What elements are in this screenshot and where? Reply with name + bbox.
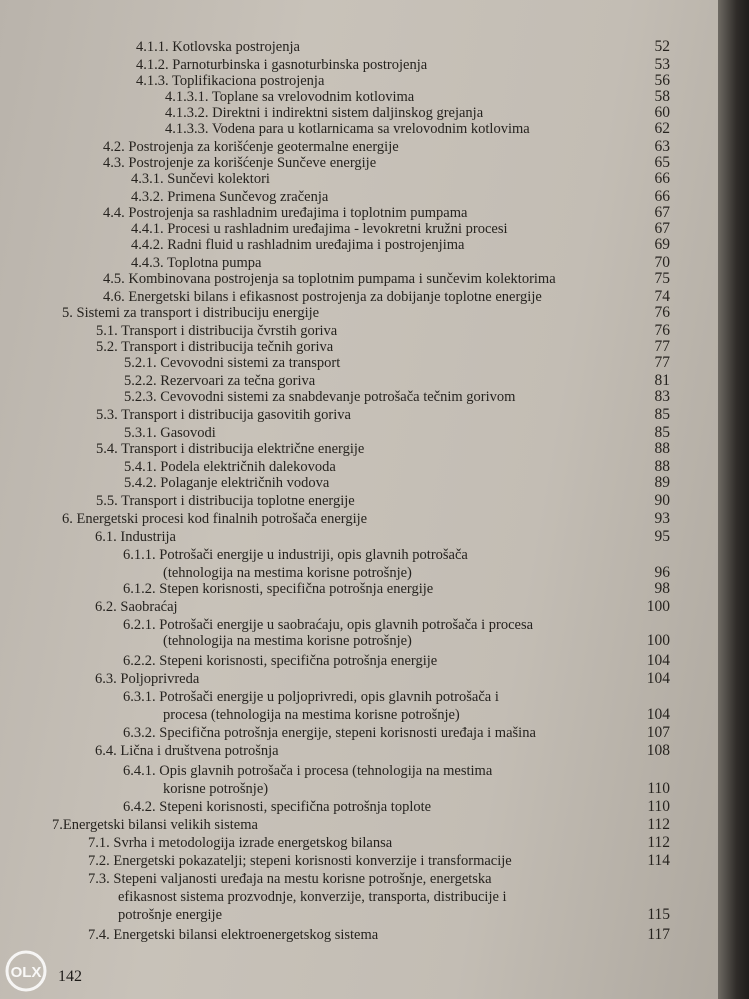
toc-entry-page: 69	[654, 236, 670, 253]
toc-entry-page: 90	[654, 492, 670, 509]
toc-entry-title: (tehnologija na mestima korisne potrošnje)	[163, 633, 412, 649]
toc-entry-page: 62	[654, 120, 670, 137]
toc-entry-page: 98	[654, 580, 670, 597]
toc-entry-page: 96	[654, 564, 670, 581]
toc-entry-page: 58	[654, 88, 670, 105]
toc-entry-title: 4.5. Kombinovana postrojenja sa toplotnim pumpama i sunčevim kolektorima	[103, 271, 556, 287]
toc-entry-title: 4.3.1. Sunčevi kolektori	[131, 171, 270, 187]
page-edge-shadow	[718, 0, 749, 999]
toc-entry-page: 76	[654, 322, 670, 339]
toc-entry	[0, 580, 700, 598]
toc-entry-title: 4.1.1. Kotlovska postrojenja	[136, 39, 300, 55]
toc-entry-title: 4.3.2. Primena Sunčevog zračenja	[131, 189, 329, 205]
toc-entry-page: 63	[654, 138, 670, 155]
toc-entry-page: 77	[654, 354, 670, 371]
toc-entry-page: 88	[654, 440, 670, 457]
toc-entry-page: 52	[654, 38, 670, 55]
toc-entry-title: 6.4. Lična i društvena potrošnja	[95, 743, 279, 759]
toc-entry-title: 7.Energetski bilansi velikih sistema	[52, 817, 258, 833]
toc-entry	[0, 546, 700, 564]
toc-entry	[0, 120, 700, 138]
toc-entry	[0, 870, 700, 888]
toc-entry	[0, 474, 700, 492]
toc-entry	[0, 780, 700, 798]
toc-entry	[0, 888, 700, 906]
toc-entry	[0, 834, 700, 852]
toc-entry-page: 100	[646, 598, 670, 615]
toc-entry	[0, 170, 700, 188]
toc-entry	[0, 354, 700, 372]
toc-entry-title: 7.3. Stepeni valjanosti uređaja na mestu korisne potrošnje, energetska	[88, 871, 492, 887]
toc-entry	[0, 304, 700, 322]
toc-entry-title: 5.3. Transport i distribucija gasovitih goriva	[96, 407, 351, 423]
toc-entry-page: 108	[646, 742, 670, 759]
toc-entry-title: (tehnologija na mestima korisne potrošnje)	[163, 565, 412, 581]
toc-entry-page: 53	[654, 56, 670, 73]
toc-entry-title: 4.4. Postrojenja sa rashladnim uređajima i toplotnim pumpama	[103, 205, 468, 221]
toc-entry-page: 85	[654, 406, 670, 423]
toc-entry-page: 110	[647, 780, 670, 797]
toc-entry-title: 5.3.1. Gasovodi	[124, 425, 216, 441]
toc-entry	[0, 852, 700, 870]
toc-entry-title: 4.6. Energetski bilans i efikasnost postrojenja za dobijanje toplotne energije	[103, 289, 542, 305]
toc-entry	[0, 236, 700, 254]
toc-entry-page: 100	[646, 632, 670, 649]
toc-entry-title: 5.4. Transport i distribucija električne energije	[96, 441, 365, 457]
toc-entry-title: 4.1.3. Toplifikaciona postrojenja	[136, 73, 325, 89]
toc-entry-title: 4.1.3.1. Toplane sa vrelovodnim kotlovima	[165, 89, 415, 105]
toc-entry	[0, 652, 700, 670]
toc-entry-page: 66	[654, 188, 670, 205]
toc-entry-title: 7.2. Energetski pokazatelji; stepeni korisnosti konverzije i transformacije	[88, 853, 512, 869]
toc-entry-page: 112	[647, 834, 670, 851]
toc-entry-page: 56	[654, 72, 670, 89]
toc-entry-title: 4.1.3.2. Direktni i indirektni sistem daljinskog grejanja	[165, 105, 484, 121]
toc-entry-page: 74	[654, 288, 670, 305]
toc-entry-title: korisne potrošnje)	[163, 781, 269, 797]
toc-entry-title: 4.4.2. Radni fluid u rashladnim uređajima i postrojenjima	[131, 237, 465, 253]
toc-entry	[0, 762, 700, 780]
page-number: 142	[58, 968, 82, 985]
toc-entry-title: 6.1.1. Potrošači energije u industriji, opis glavnih potrošača	[123, 547, 468, 563]
toc-entry-title: 6.4.2. Stepeni korisnosti, specifična potrošnja toplote	[123, 799, 432, 815]
toc-entry	[0, 742, 700, 760]
toc-entry-page: 114	[647, 852, 670, 869]
toc-entry-title: 4.4.3. Toplotna pumpa	[131, 255, 262, 271]
toc-entry-page: 67	[654, 204, 670, 221]
toc-entry	[0, 38, 700, 56]
toc-entry-title: 6.3.1. Potrošači energije u poljoprivredi, opis glavnih potrošača i	[123, 689, 499, 705]
toc-entry-title: 4.1.2. Parnoturbinska i gasnoturbinska postrojenja	[136, 57, 428, 73]
toc-entry-title: procesa (tehnologija na mestima korisne potrošnje)	[163, 707, 460, 723]
toc-entry	[0, 632, 700, 650]
toc-entry	[0, 798, 700, 816]
toc-entry-title: 6.2.1. Potrošači energije u saobraćaju, opis glavnih potrošača i procesa	[123, 617, 534, 633]
toc-entry-title: 4.3. Postrojenje za korišćenje Sunčeve energije	[103, 155, 377, 171]
toc-entry-page: 104	[646, 706, 670, 723]
svg-text:OLX: OLX	[10, 964, 42, 981]
toc-entry	[0, 926, 700, 944]
toc-entry-page: 65	[654, 154, 670, 171]
toc-entry-title: 4.4.1. Procesi u rashladnim uređajima - levokretni kružni procesi	[131, 221, 508, 237]
toc-entry-title: 6. Energetski procesi kod finalnih potrošača energije	[62, 511, 368, 527]
toc-entry	[0, 816, 700, 834]
toc-entry-title: 4.1.3.3. Vodena para u kotlarnicama sa vrelovodnim kotlovima	[165, 121, 530, 137]
toc-entry-page: 89	[654, 474, 670, 491]
toc-entry-title: potrošnje energije	[118, 907, 223, 923]
toc-entry-page: 85	[654, 424, 670, 441]
toc-entry-title: 7.1. Svrha i metodologija izrade energetskog bilansa	[88, 835, 393, 851]
toc-entry	[0, 688, 700, 706]
toc-entry-page: 81	[654, 372, 670, 389]
toc-entry-title: 5.1. Transport i distribucija čvrstih goriva	[96, 323, 338, 339]
toc-entry	[0, 270, 700, 288]
toc-entry-title: 5.4.2. Polaganje električnih vodova	[124, 475, 330, 491]
toc-entry-page: 93	[654, 510, 670, 527]
toc-entry	[0, 528, 700, 546]
olx-watermark-logo	[5, 950, 53, 992]
toc-entry-page: 115	[647, 906, 670, 923]
toc-entry-title: 6.1. Industrija	[95, 529, 176, 545]
toc-entry	[0, 906, 700, 924]
toc-entry-page: 77	[654, 338, 670, 355]
toc-entry-title: 6.4.1. Opis glavnih potrošača i procesa (tehnologija na mestima	[123, 763, 493, 779]
toc-entry-title: 5.2.3. Cevovodni sistemi za snabdevanje potrošača tečnim gorivom	[124, 389, 516, 405]
toc-entry-page: 110	[647, 798, 670, 815]
toc-entry-page: 88	[654, 458, 670, 475]
toc-entry-title: 6.3. Poljoprivreda	[95, 671, 200, 687]
toc-entry-title: efikasnost sistema prozvodnje, konverzije, transporta, distribucije i	[118, 889, 507, 905]
toc-entry	[0, 388, 700, 406]
toc-entry-page: 95	[654, 528, 670, 545]
toc-entry	[0, 510, 700, 528]
toc-entry-page: 67	[654, 220, 670, 237]
toc-entry-page: 83	[654, 388, 670, 405]
toc-entry-page: 104	[646, 670, 670, 687]
toc-entry-title: 6.3.2. Specifična potrošnja energije, stepeni korisnosti uređaja i mašina	[123, 725, 536, 741]
toc-entry-title: 5.2.2. Rezervoari za tečna goriva	[124, 373, 316, 389]
toc-entry-title: 7.4. Energetski bilansi elektroenergetskog sistema	[88, 927, 379, 943]
toc-entry	[0, 706, 700, 724]
toc-entry	[0, 598, 700, 616]
toc-entry-title: 5.4.1. Podela električnih dalekovoda	[124, 459, 336, 475]
toc-entry	[0, 440, 700, 458]
toc-entry-title: 6.1.2. Stepen korisnosti, specifična potrošnja energije	[123, 581, 434, 597]
toc-entry-page: 60	[654, 104, 670, 121]
toc-entry-page: 66	[654, 170, 670, 187]
toc-entry	[0, 670, 700, 688]
toc-entry-page: 75	[654, 270, 670, 287]
toc-entry	[0, 492, 700, 510]
toc-entry-title: 5.5. Transport i distribucija toplotne energije	[96, 493, 355, 509]
toc-entry-page: 107	[646, 724, 670, 741]
toc-entry-title: 4.2. Postrojenja za korišćenje geotermalne energije	[103, 139, 399, 155]
toc-entry-title: 5.2. Transport i distribucija tečnih goriva	[96, 339, 334, 355]
toc-entry	[0, 724, 700, 742]
toc-entry	[0, 406, 700, 424]
toc-entry-title: 6.2.2. Stepeni korisnosti, specifična potrošnja energije	[123, 653, 438, 669]
toc-entry-page: 76	[654, 304, 670, 321]
toc-entry-page: 104	[646, 652, 670, 669]
toc-entry-page: 70	[654, 254, 670, 271]
toc-entry-title: 6.2. Saobraćaj	[95, 599, 178, 615]
toc-entry-page: 112	[647, 816, 670, 833]
toc-entry-title: 5.2.1. Cevovodni sistemi za transport	[124, 355, 341, 371]
toc-entry-page: 117	[647, 926, 670, 943]
toc-entry-title: 5. Sistemi za transport i distribuciju energije	[62, 305, 320, 321]
